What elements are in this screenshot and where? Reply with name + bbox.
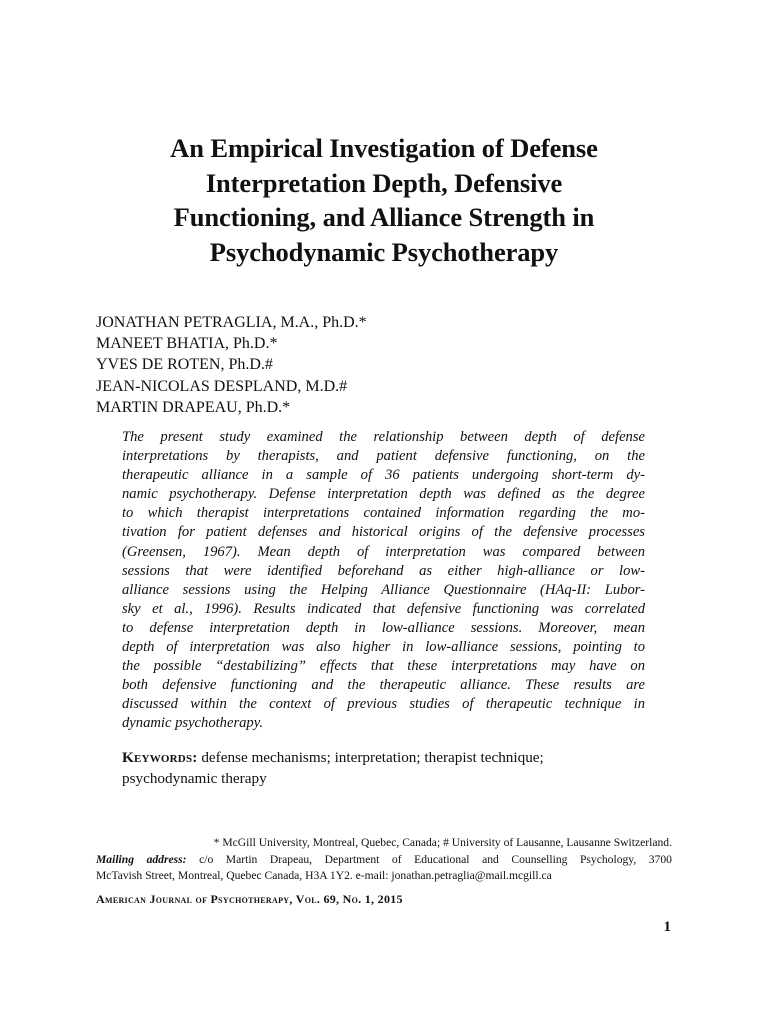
abstract-line: sky et al., 1996). Results indicated that defensive functioning was correlated bbox=[122, 600, 645, 617]
mailing-address-label: Mailing address: bbox=[96, 852, 187, 866]
abstract-line: dynamic psychotherapy. bbox=[122, 715, 264, 732]
title-line: Interpretation Depth, Defensive bbox=[205, 167, 563, 198]
affiliation-footnote bbox=[96, 835, 672, 885]
keywords bbox=[122, 748, 645, 790]
author-list bbox=[96, 312, 367, 418]
title-line: Psychodynamic Psychotherapy bbox=[209, 236, 559, 267]
page-number: 1 bbox=[663, 919, 671, 935]
mailing-address-text: c/o Martin Drapeau, Department of Educational and Counselling Psychology, 3700 bbox=[199, 852, 672, 866]
author: YVES DE ROTEN, Ph.D.# bbox=[96, 356, 273, 374]
author: JONATHAN PETRAGLIA, M.A., Ph.D.* bbox=[96, 314, 367, 331]
abstract-line: to defense interpretation depth in low-alliance sessions. Moreover, mean bbox=[122, 619, 645, 636]
title-line: An Empirical Investigation of Defense bbox=[170, 133, 598, 163]
article-title bbox=[96, 131, 672, 269]
abstract-line: namic psychotherapy. Defense interpretation depth was defined as the degree bbox=[122, 486, 645, 503]
author: MANEET BHATIA, Ph.D.* bbox=[96, 335, 278, 353]
mailing-address-text: McTavish Street, Montreal, Quebec Canada, H3A 1Y2. e-mail: jonathan.petraglia@mail.mcgill.ca bbox=[96, 869, 552, 883]
abstract-line: tivation for patient defenses and historical origins of the defensive processes bbox=[122, 524, 645, 541]
abstract-line: to which therapist interpretations contained information regarding the mo- bbox=[122, 505, 645, 522]
abstract-line: discussed within the context of previous studies of therapeutic technique in bbox=[122, 696, 645, 713]
journal-citation: American Journal of Psychotherapy, Vol. 69, No. 1, 2015 bbox=[96, 892, 403, 906]
abstract-line: alliance sessions using the Helping Alliance Questionnaire (HAq-II: Lubor- bbox=[122, 581, 645, 598]
abstract-line: therapeutic alliance in a sample of 36 patients undergoing short-term dy- bbox=[122, 467, 645, 484]
keywords-line bbox=[122, 748, 645, 769]
keywords-text: defense mechanisms; interpretation; therapist technique; bbox=[201, 749, 544, 766]
abstract-line: both defensive functioning and the therapeutic alliance. These results are bbox=[122, 677, 645, 694]
title-line: Functioning, and Alliance Strength in bbox=[173, 202, 595, 232]
author: MARTIN DRAPEAU, Ph.D.* bbox=[96, 398, 291, 416]
abstract-line: interpretations by therapists, and patient defensive functioning, on the bbox=[122, 448, 645, 465]
abstract-line: The present study examined the relationship between depth of defense bbox=[122, 429, 645, 445]
abstract-line: (Greensen, 1967). Mean depth of interpretation was compared between bbox=[122, 543, 645, 560]
mailing-address bbox=[96, 852, 672, 869]
keywords-label: Keywords: bbox=[122, 749, 198, 766]
affiliations: * McGill University, Montreal, Quebec, Canada; # University of Lausanne, Lausanne Switzerland. bbox=[213, 836, 672, 849]
abstract bbox=[122, 428, 645, 734]
abstract-line: depth of interpretation was also higher in low-alliance sessions, pointing to bbox=[122, 639, 645, 656]
abstract-line: the possible “destabilizing” effects that these interpretations may have on bbox=[122, 658, 645, 675]
author: JEAN-NICOLAS DESPLAND, M.D.# bbox=[96, 377, 348, 395]
abstract-line: sessions that were identified beforehand as either high-alliance or low- bbox=[122, 562, 645, 579]
keywords-text: psychodynamic therapy bbox=[122, 769, 267, 787]
